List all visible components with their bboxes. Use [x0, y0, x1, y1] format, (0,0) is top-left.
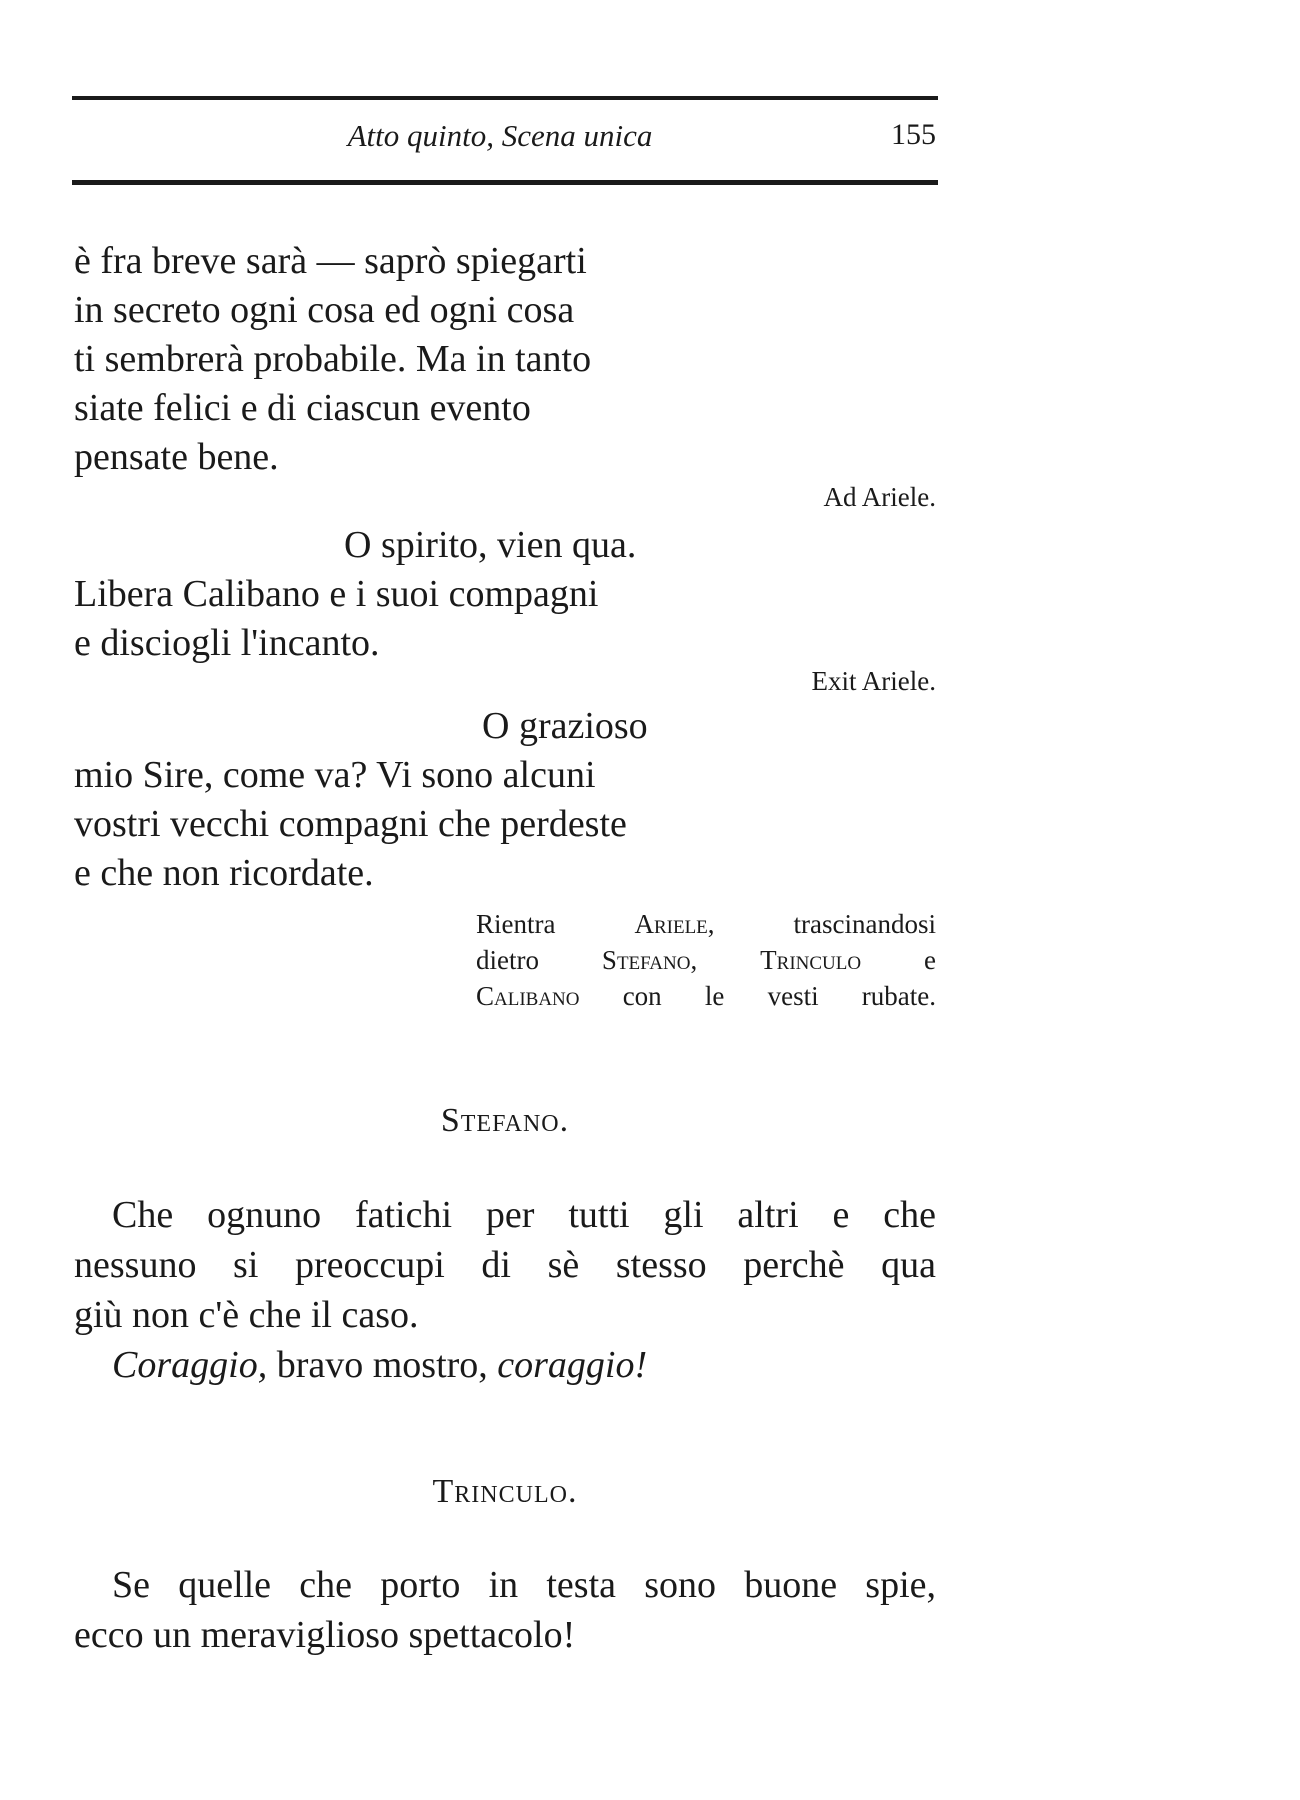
verse-line: pensate bene. [74, 436, 279, 478]
verse-line: O grazioso [482, 705, 648, 747]
character-name: Ariele, [634, 909, 715, 939]
verse-line: O spirito, vien qua. [344, 524, 637, 566]
verse-line: in secreto ogni cosa ed ogni cosa [74, 289, 575, 331]
prose-line: giù non c'è che il caso. [74, 1294, 419, 1336]
page-number: 155 [891, 118, 936, 151]
speech-trinculo [74, 1560, 936, 1660]
speech-stefano [74, 1190, 936, 1390]
speaker-heading: Stefano. [440, 1102, 570, 1139]
verse-line: mio Sire, come va? Vi sono alcuni [74, 754, 596, 796]
verse-line: Libera Calibano e i suoi compagni [74, 573, 599, 615]
verse-line: è fra breve sarà — saprò spiegarti [74, 240, 587, 282]
verse-line: e disciogli l'incanto. [74, 622, 380, 664]
verse-line: vostri vecchi compagni che perdeste [74, 803, 627, 845]
prose-line: Coraggio, bravo mostro, coraggio! [112, 1344, 648, 1386]
prose-line: nessuno si preoccupi di sè stesso perchè qua [74, 1244, 936, 1286]
verse-line: ti sembrerà probabile. Ma in tanto [74, 338, 592, 380]
verse-line: siate felici e di ciascun evento [74, 387, 531, 429]
stage-direction: Ad Ariele. [823, 482, 936, 512]
running-title: Atto quinto, Scena unica [347, 118, 653, 153]
verse-line: e che non ricordate. [74, 852, 374, 894]
character-name: Calibano [476, 981, 580, 1011]
character-name: Stefano, [601, 945, 698, 975]
header-rule-bottom [72, 180, 938, 185]
stage-direction-block: Rientra Ariele, trascinandosi dietro Stefano, Trinculo e Calibano con le vesti rubate. [476, 909, 937, 1011]
prose-line: Se quelle che porto in testa sono buone spie, [112, 1564, 936, 1606]
prose-line: ecco un meraviglioso spettacolo! [74, 1614, 576, 1656]
character-name: Trinculo [760, 945, 862, 975]
header-rule-top [72, 96, 938, 100]
stage-direction: Exit Ariele. [811, 666, 936, 696]
speaker-heading: Trinculo. [432, 1473, 578, 1510]
prose-line: Che ognuno fatichi per tutti gli altri e che [112, 1194, 936, 1236]
